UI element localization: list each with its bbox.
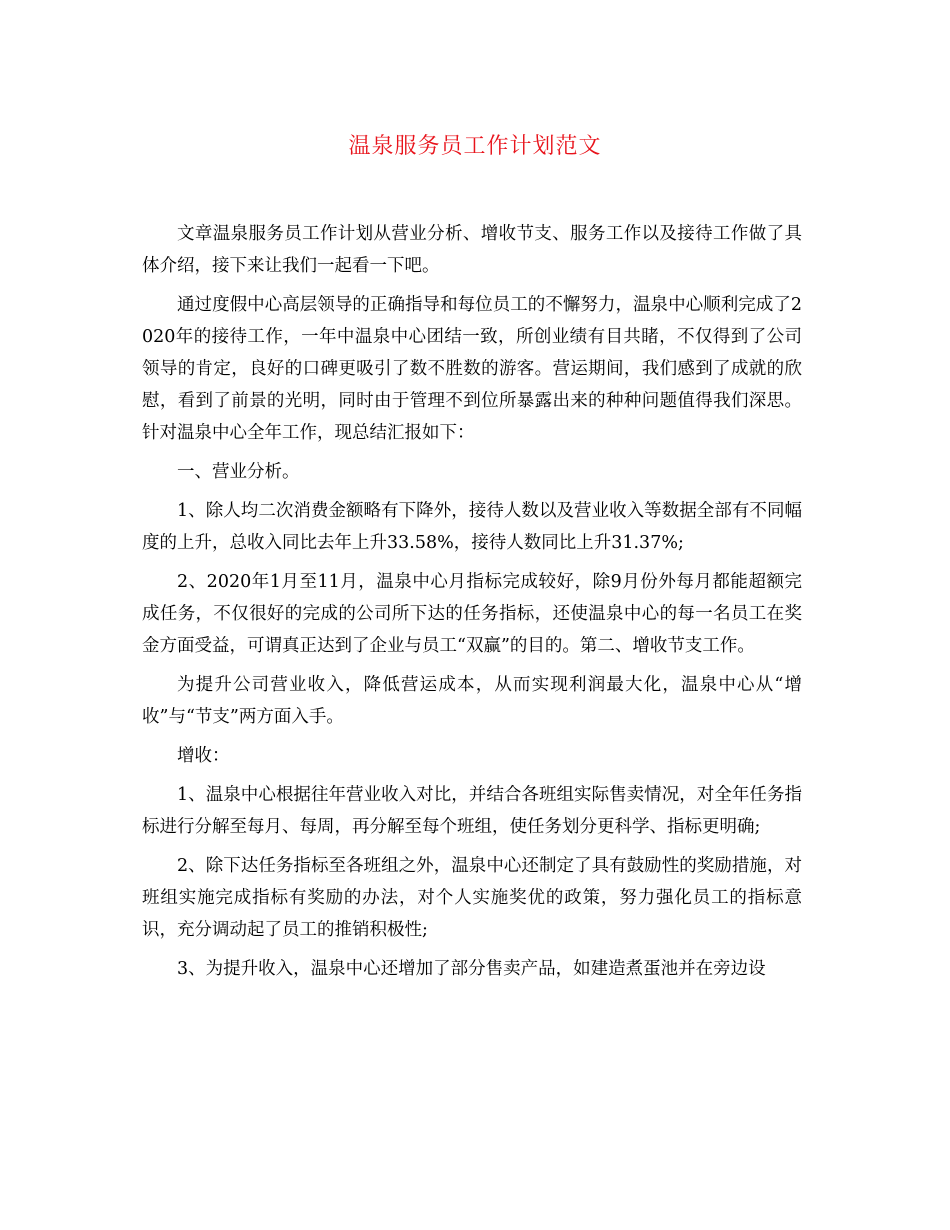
paragraph-revenue-3: 3、为提升收入，温泉中心还增加了部分售卖产品，如建造煮蛋池并在旁边设 (177, 959, 766, 979)
document-title: 温泉服务员工作计划范文 (348, 134, 602, 159)
paragraph-revenue-2: 2、除下达任务指标至各班组之外，温泉中心还制定了具有鼓励性的奖励措施，对班组实施完成指标有奖励的办法，对个人实施奖优的政策，努力强化员工的指标意识，充分调动起了员工的推销积极性; (142, 856, 802, 940)
section-heading-business-analysis: 一、营业分析。 (177, 462, 300, 482)
paragraph-revenue-1: 1、温泉中心根据往年营业收入对比，并结合各班组实际售卖情况，对全年任务指标进行分解至每月、每周，再分解至每个班组，使任务划分更科学、指标更明确; (142, 785, 802, 837)
subheading-revenue: 增收： (177, 746, 230, 766)
paragraph-item-2: 2、2020年1月至11月，温泉中心月指标完成较好，除9月份外每月都能超额完成任务，不仅很好的完成的公司所下达的任务指标，还使温泉中心的每一名员工在奖金方面受益，可谓真正达到了企业与员工“双赢”的目的。第二、增收节支工作。 (142, 572, 802, 656)
paragraph-summary: 通过度假中心高层领导的正确指导和每位员工的不懈努力，温泉中心顺利完成了2020年的接待工作，一年中温泉中心团结一致，所创业绩有目共睹，不仅得到了公司领导的肯定，良好的口碑更吸引了数不胜数的游客。营运期间，我们感到了成就的欣慰，看到了前景的光明，同时由于管理不到位所暴露出来的种种问题值得我们深思。针对温泉中心全年工作，现总结汇报如下： (142, 295, 802, 443)
paragraph-item-1: 1、除人均二次消费金额略有下降外，接待人数以及营业收入等数据全部有不同幅度的上升，总收入同比去年上升33.58%，接待人数同比上升31.37%; (142, 501, 802, 553)
paragraph-revenue-cost: 为提升公司营业收入，降低营运成本，从而实现利润最大化，温泉中心从“增收”与“节支”两方面入手。 (142, 675, 802, 727)
document-body (142, 218, 802, 992)
paragraph-intro: 文章温泉服务员工作计划从营业分析、增收节支、服务工作以及接待工作做了具体介绍，接下来让我们一起看一下吧。 (142, 224, 802, 276)
